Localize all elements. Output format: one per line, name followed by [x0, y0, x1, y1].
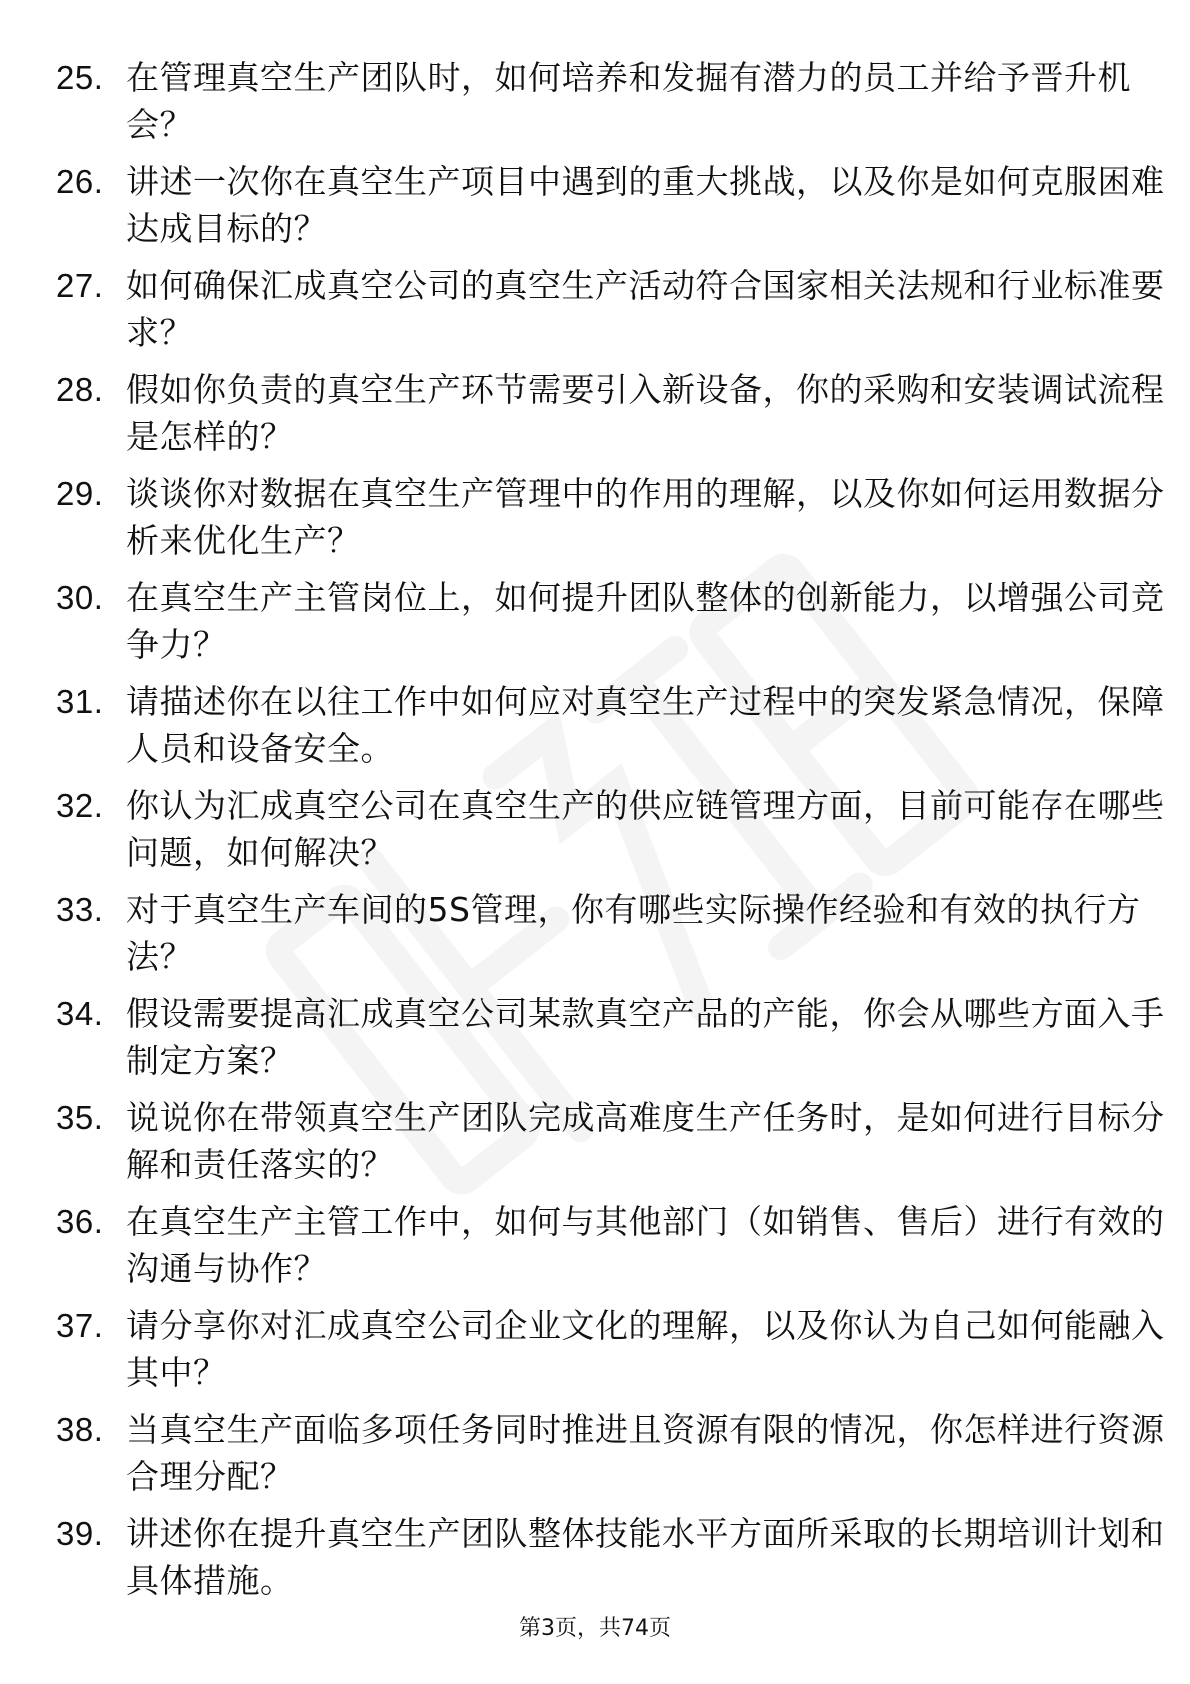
question-number: 32. — [56, 787, 104, 824]
list-item — [56, 366, 1165, 460]
question-text: 你认为汇成真空公司在真空生产的供应链管理方面，目前可能存在哪些问题，如何解决？ — [126, 786, 1165, 872]
list-item — [56, 1406, 1165, 1500]
question-text: 在管理真空生产团队时，如何培养和发掘有潜力的员工并给予晋升机会？ — [126, 58, 1131, 144]
list-item — [56, 1302, 1165, 1396]
question-text: 假设需要提高汇成真空公司某款真空产品的产能，你会从哪些方面入手制定方案？ — [126, 994, 1165, 1080]
list-item — [56, 262, 1165, 356]
list-item — [56, 574, 1165, 668]
question-text: 请分享你对汇成真空公司企业文化的理解，以及你认为自己如何能融入其中？ — [126, 1306, 1165, 1392]
list-item — [56, 678, 1165, 772]
question-text: 当真空生产面临多项任务同时推进且资源有限的情况，你怎样进行资源合理分配？ — [126, 1410, 1165, 1496]
question-text: 讲述你在提升真空生产团队整体技能水平方面所采取的长期培训计划和具体措施。 — [126, 1514, 1165, 1600]
question-number: 34. — [56, 995, 104, 1032]
list-item — [56, 1510, 1165, 1604]
question-text: 在真空生产主管岗位上，如何提升团队整体的创新能力，以增强公司竞争力？ — [126, 578, 1165, 664]
question-text: 谈谈你对数据在真空生产管理中的作用的理解，以及你如何运用数据分析来优化生产？ — [126, 474, 1165, 560]
question-number: 27. — [56, 267, 104, 304]
list-item — [56, 886, 1141, 980]
question-number: 30. — [56, 579, 104, 616]
list-item — [56, 1094, 1165, 1188]
question-number: 33. — [56, 891, 104, 928]
question-text: 如何确保汇成真空公司的真空生产活动符合国家相关法规和行业标准要求？ — [126, 266, 1165, 352]
list-item — [56, 782, 1165, 876]
question-number: 31. — [56, 683, 104, 720]
question-text: 请描述你在以往工作中如何应对真空生产过程中的突发紧急情况，保障人员和设备安全。 — [126, 682, 1165, 768]
list-item — [56, 1198, 1165, 1292]
question-number: 35. — [56, 1099, 104, 1136]
list-item — [56, 990, 1165, 1084]
question-number: 37. — [56, 1307, 104, 1344]
question-number: 39. — [56, 1515, 104, 1552]
question-number: 29. — [56, 475, 104, 512]
question-number: 26. — [56, 163, 104, 200]
question-list — [56, 54, 1165, 1614]
question-number: 28. — [56, 371, 104, 408]
question-text: 假如你负责的真空生产环节需要引入新设备，你的采购和安装调试流程是怎样的？ — [126, 370, 1165, 456]
list-item — [56, 470, 1165, 564]
question-text: 在真空生产主管工作中，如何与其他部门（如销售、售后）进行有效的沟通与协作？ — [126, 1202, 1165, 1288]
page-number: 第3页，共74页 — [519, 1616, 671, 1641]
list-item — [56, 54, 1136, 148]
question-number: 36. — [56, 1203, 104, 1240]
list-item — [56, 158, 1165, 252]
question-text: 说说你在带领真空生产团队完成高难度生产任务时，是如何进行目标分解和责任落实的？ — [126, 1098, 1165, 1184]
question-text: 讲述一次你在真空生产项目中遇到的重大挑战，以及你是如何克服困难达成目标的？ — [126, 162, 1165, 248]
question-text: 对于真空生产车间的5S管理，你有哪些实际操作经验和有效的执行方法？ — [126, 890, 1141, 976]
question-number: 38. — [56, 1411, 104, 1448]
question-number: 25. — [56, 59, 104, 96]
